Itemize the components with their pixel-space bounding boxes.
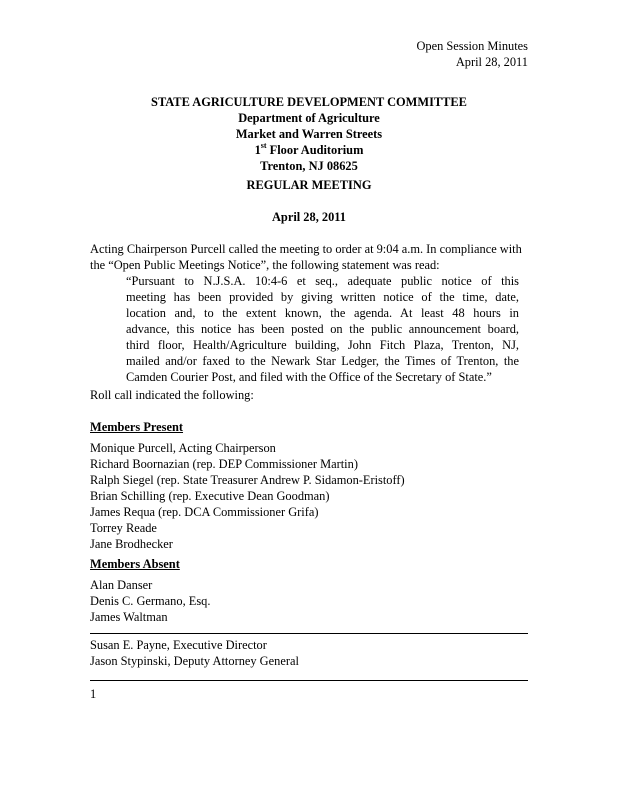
- running-header: [416, 38, 528, 70]
- floor-ordinal: st: [260, 140, 267, 150]
- city-zip: Trenton, NJ 08625: [260, 159, 358, 173]
- section-divider: [90, 633, 528, 634]
- list-item: Torrey Reade: [90, 521, 157, 535]
- list-item: Jason Stypinski, Deputy Attorney General: [90, 654, 299, 668]
- list-item: Jane Brodhecker: [90, 537, 173, 551]
- footer-divider: [90, 680, 528, 681]
- notice-line: third floor, Health/Agriculture building, John Fitch Plaza, Trenton, NJ,: [126, 338, 519, 352]
- members-absent-heading: Members Absent: [90, 557, 180, 571]
- header-doc-type: Open Session Minutes: [416, 39, 528, 53]
- list-item: Richard Boornazian (rep. DEP Commissioner Martin): [90, 457, 358, 471]
- members-present-list: [90, 440, 405, 552]
- floor-number: 1: [254, 143, 261, 157]
- floor-rest: Floor Auditorium: [266, 143, 364, 157]
- members-absent-list: [90, 577, 210, 625]
- floor-location: [0, 142, 618, 158]
- title-block: [0, 94, 618, 174]
- list-item: James Requa (rep. DCA Commissioner Grifa): [90, 505, 319, 519]
- department-name: Department of Agriculture: [238, 111, 380, 125]
- list-item: Susan E. Payne, Executive Director: [90, 638, 267, 652]
- list-item: James Waltman: [90, 610, 168, 624]
- list-item: Denis C. Germano, Esq.: [90, 594, 211, 608]
- notice-line: “Pursuant to N.J.S.A. 10:4-6 et seq., adequate public notice of this: [126, 274, 519, 288]
- meeting-type: REGULAR MEETING: [246, 178, 372, 192]
- notice-line: meeting has been provided by giving written notice of the time, date,: [126, 290, 519, 304]
- list-item: Monique Purcell, Acting Chairperson: [90, 441, 276, 455]
- page-number: 1: [90, 687, 97, 701]
- roll-call-text: Roll call indicated the following:: [90, 388, 254, 402]
- public-notice-quote: [126, 273, 519, 385]
- list-item: Alan Danser: [90, 578, 153, 592]
- notice-line: Camden Courier Post, and filed with the Office of the Secretary of State.”: [126, 370, 492, 384]
- notice-line: location and, to the extent known, the agenda. At least 48 hours in: [126, 306, 519, 320]
- staff-list: [90, 637, 299, 669]
- list-item: Brian Schilling (rep. Executive Dean Goodman): [90, 489, 330, 503]
- header-date: April 28, 2011: [455, 55, 528, 69]
- committee-name: STATE AGRICULTURE DEVELOPMENT COMMITTEE: [151, 95, 467, 109]
- notice-line: mailed and/or faxed to the Newark Star Ledger, the Times of Trenton, the: [126, 354, 519, 368]
- list-item: Ralph Siegel (rep. State Treasurer Andrew P. Sidamon-Eristoff): [90, 473, 405, 487]
- street-address: Market and Warren Streets: [235, 127, 383, 141]
- meeting-date: April 28, 2011: [271, 210, 346, 224]
- notice-line: advance, this notice has been posted on the public announcement board,: [126, 322, 519, 336]
- members-present-heading: Members Present: [90, 420, 184, 434]
- intro-paragraph: Acting Chairperson Purcell called the meeting to order at 9:04 a.m. In compliance with the “Open Public Meetings Notice”, the following statement was read:: [90, 242, 522, 272]
